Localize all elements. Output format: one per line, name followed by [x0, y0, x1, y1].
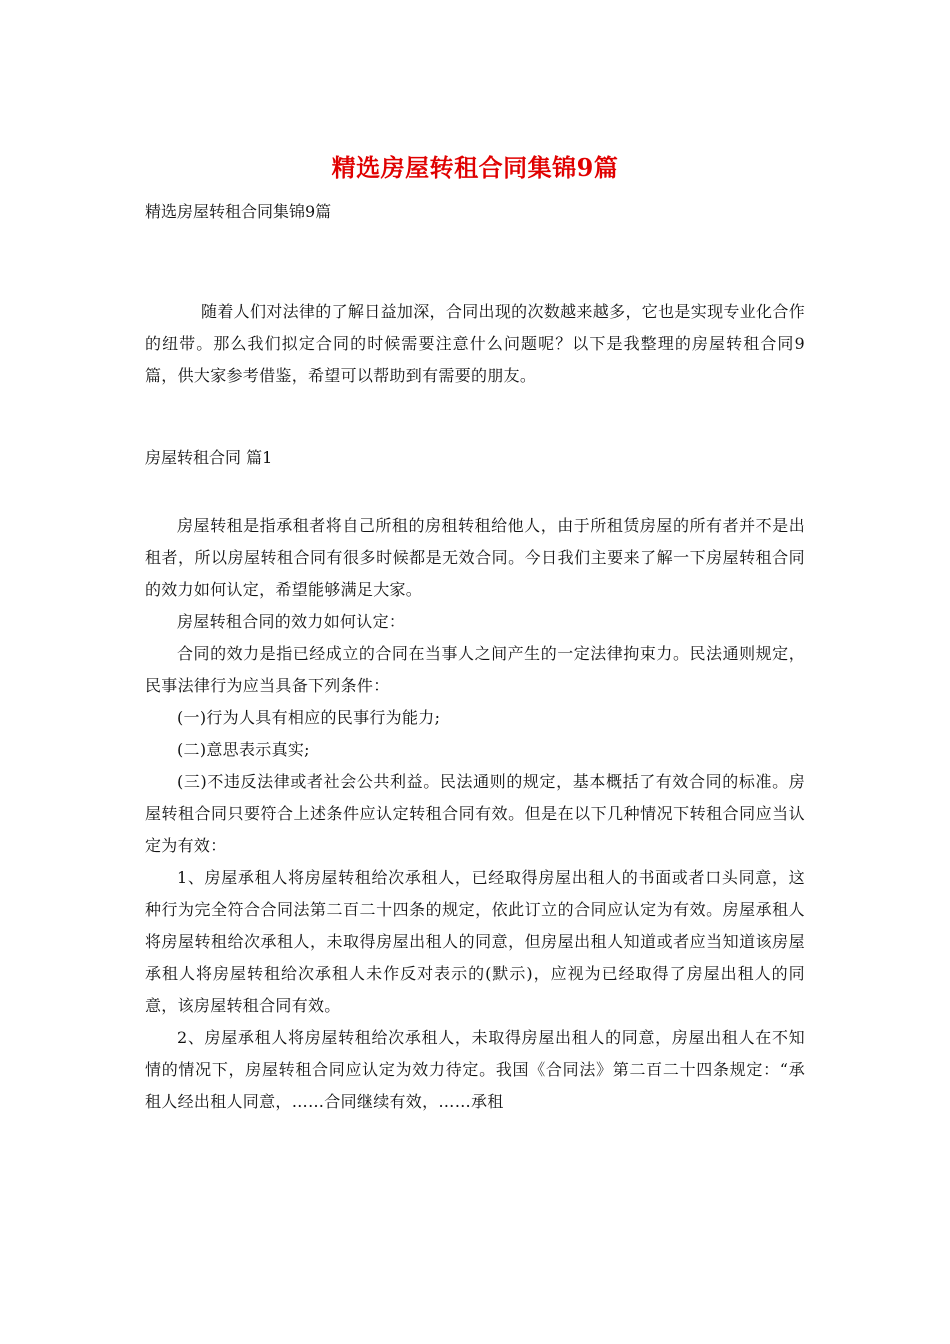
paragraph: 房屋转租是指承租者将自己所租的房租转租给他人，由于所租赁房屋的所有者并不是出租者，所以房屋转租合同有很多时候都是无效合同。今日我们主要来了解一下房屋转租合同的效力如何认定，希望能够满足大家。 — [145, 516, 805, 599]
intro-block — [145, 296, 805, 392]
paragraph: (一)行为人具有相应的民事行为能力; — [177, 708, 441, 727]
document-title: 精选房屋转租合同集锦9篇 — [331, 153, 619, 182]
paragraph: 2、房屋承租人将房屋转租给次承租人，未取得房屋出租人的同意，房屋出租人在不知情的情况下，房屋转租合同应认定为效力待定。我国《合同法》第二百二十四条规定：“承租人经出租人同意，……合同继续有效，……承租 — [145, 1028, 805, 1111]
paragraph: (三)不违反法律或者社会公共利益。民法通则的规定，基本概括了有效合同的标准。房屋转租合同只要符合上述条件应认定转租合同有效。但是在以下几种情况下转租合同应当认定为有效： — [145, 772, 805, 855]
paragraph: 房屋转租合同的效力如何认定： — [177, 612, 406, 631]
section-body — [145, 510, 805, 1118]
intro-paragraph: 随着人们对法律的了解日益加深，合同出现的次数越来越多，它也是实现专业化合作的纽带。那么我们拟定合同的时候需要注意什么问题呢？以下是我整理的房屋转租合同9篇，供大家参考借鉴，希望可以帮助到有需要的朋友。 — [145, 302, 805, 385]
paragraph: 合同的效力是指已经成立的合同在当事人之间产生的一定法律拘束力。民法通则规定，民事法律行为应当具备下列条件： — [145, 644, 805, 695]
paragraph: (二)意思表示真实; — [177, 740, 310, 759]
section-heading: 房屋转租合同 篇1 — [145, 448, 273, 467]
paragraph: 1、房屋承租人将房屋转租给次承租人，已经取得房屋出租人的书面或者口头同意，这种行为完全符合合同法第二百二十四条的规定，依此订立的合同应认定为有效。房屋承租人将房屋转租给次承租人，未取得房屋出租人的同意，但房屋出租人知道或者应当知道该房屋承租人将房屋转租给次承租人未作反对表示的(默示)，应视为已经取得了房屋出租人的同意，该房屋转租合同有效。 — [145, 868, 805, 1015]
document-subtitle: 精选房屋转租合同集锦9篇 — [145, 202, 332, 221]
